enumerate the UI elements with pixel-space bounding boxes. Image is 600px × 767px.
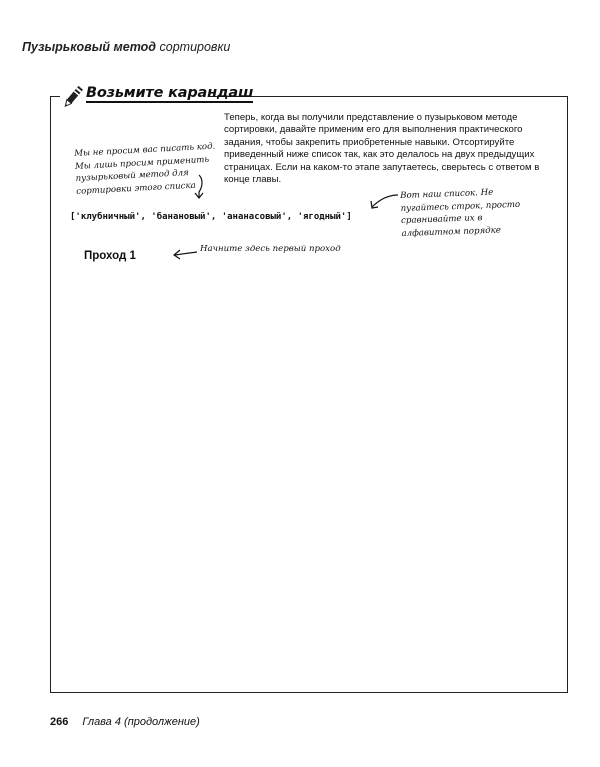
note-right: Вот наш список. Не пугайтесь строк, просто сравнивайте их в алфавитном порядке [400,187,521,239]
arrow-left-icon [368,192,400,212]
exercise-badge [60,84,254,110]
intro-text: Теперь, когда вы получили представление о пузырьковом методе сортировки, давайте применим его для выполнения практического задания, чтобы закрепить приобретенные навыки. Отсортируйте приведенный ниже список так, как это делалось на двух предыдущих страницах. Если на каком-то этапе запутаетесь, сверьтесь с ответом в конце главы. [224,112,540,186]
page-number: 266 [50,716,69,728]
code-list: ['клубничный', 'банановый', 'ананасовый', 'ягодный'] [70,212,352,222]
pass-label: Проход 1 [84,250,136,262]
note-start: Начните здесь первый проход [200,244,341,254]
chapter-label: Глава 4 (продолжение) [82,716,200,728]
note-left: Мы не просим вас писать код. Мы лишь просим применить пузырьковый метод для сортировки этого списка [74,141,216,197]
page-header [22,40,230,54]
page-footer [50,716,200,728]
arrow-left-small-icon [172,247,198,261]
header-title-bold: Пузырьковый метод [22,40,157,54]
header-title-rest: сортировки [156,40,231,54]
badge-label: Возьмите карандаш [86,85,254,101]
arrow-down-icon [193,174,207,200]
pencil-icon [60,84,86,110]
